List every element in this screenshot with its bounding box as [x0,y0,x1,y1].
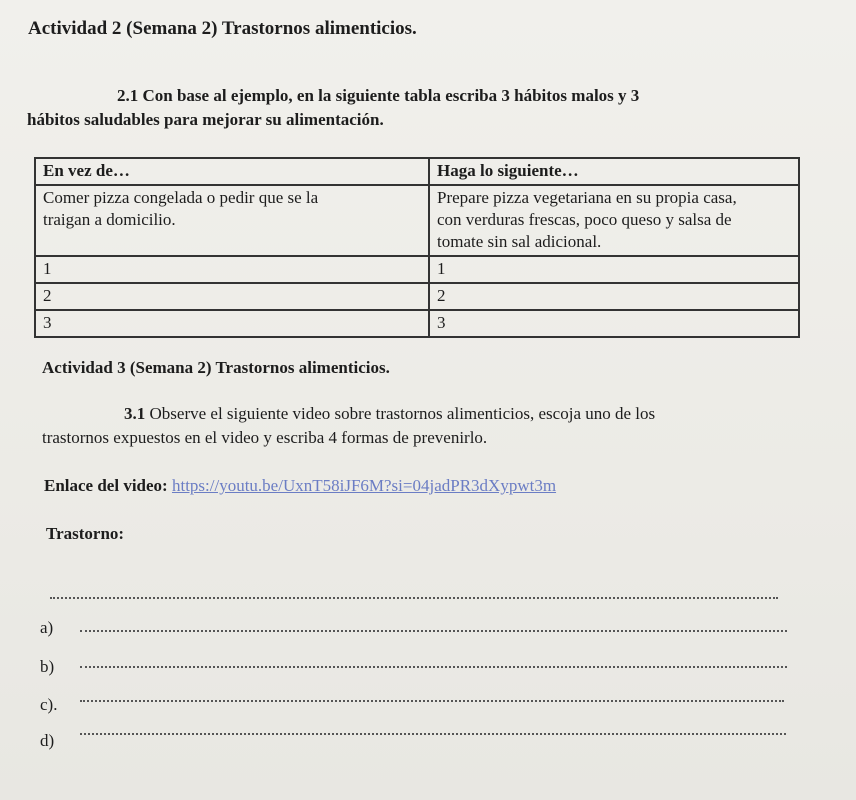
video-label: Enlace del video: [44,476,168,495]
table-example-row [35,185,799,256]
example-right-line-1: Prepare pizza vegetariana en su propia casa, [437,188,737,207]
table-row [35,310,799,337]
example-right-line-3: tomate sin sal adicional. [437,232,602,251]
activity-2-instruction-line-2: hábitos saludables para mejorar su alimentación. [27,110,384,129]
bad-habit-cell-2[interactable]: 2 [35,283,429,310]
disorder-label: Trastorno: [46,524,125,543]
answer-label-b: b) [40,657,55,676]
example-right-line-2: con verduras frescas, poco queso y salsa de [437,210,732,229]
instruction-number: 3.1 [124,404,146,423]
table-row [35,283,799,310]
bad-habit-cell-3[interactable]: 3 [35,310,429,337]
answer-label-c: c). [40,695,58,714]
example-left-line-1: Comer pizza congelada o pedir que se la [43,188,319,207]
example-good-habit [429,185,799,256]
table-header-row [35,158,799,185]
answer-line-a[interactable] [80,630,787,632]
activity-3-instruction-line-1 [124,404,655,424]
table-row [35,256,799,283]
video-link[interactable]: https://youtu.be/UxnT58iJF6M?si=04jadPR3dXypwt3m [171,476,557,495]
habits-table [34,157,800,338]
answer-line-b[interactable] [80,666,787,668]
answer-label-a: a) [40,618,54,637]
good-habit-cell-1[interactable]: 1 [429,256,799,283]
good-habit-cell-2[interactable]: 2 [429,283,799,310]
example-bad-habit [35,185,429,256]
bad-habit-cell-1[interactable]: 1 [35,256,429,283]
activity-3-title: Actividad 3 (Semana 2) Trastornos alimenticios. [42,358,390,377]
activity-2-instruction-line-1: 2.1 Con base al ejemplo, en la siguiente tabla escriba 3 hábitos malos y 3 [117,86,640,105]
instruction-text: Observe el siguiente video sobre trastornos alimenticios, escoja uno de los [145,404,656,423]
activity-3-instruction-line-2: trastornos expuestos en el video y escriba 4 formas de prevenirlo. [42,428,488,447]
video-link-row [44,476,556,496]
header-instead-of: En vez de… [35,158,429,185]
answer-label-d: d) [40,731,55,750]
good-habit-cell-3[interactable]: 3 [429,310,799,337]
example-left-line-2: traigan a domicilio. [43,210,176,229]
activity-2-title: Actividad 2 (Semana 2) Trastornos alimenticios. [28,18,417,39]
disorder-answer-line[interactable] [50,597,778,599]
answer-line-d[interactable] [80,733,786,735]
answer-line-c[interactable] [80,700,784,702]
header-do-this: Haga lo siguiente… [429,158,799,185]
